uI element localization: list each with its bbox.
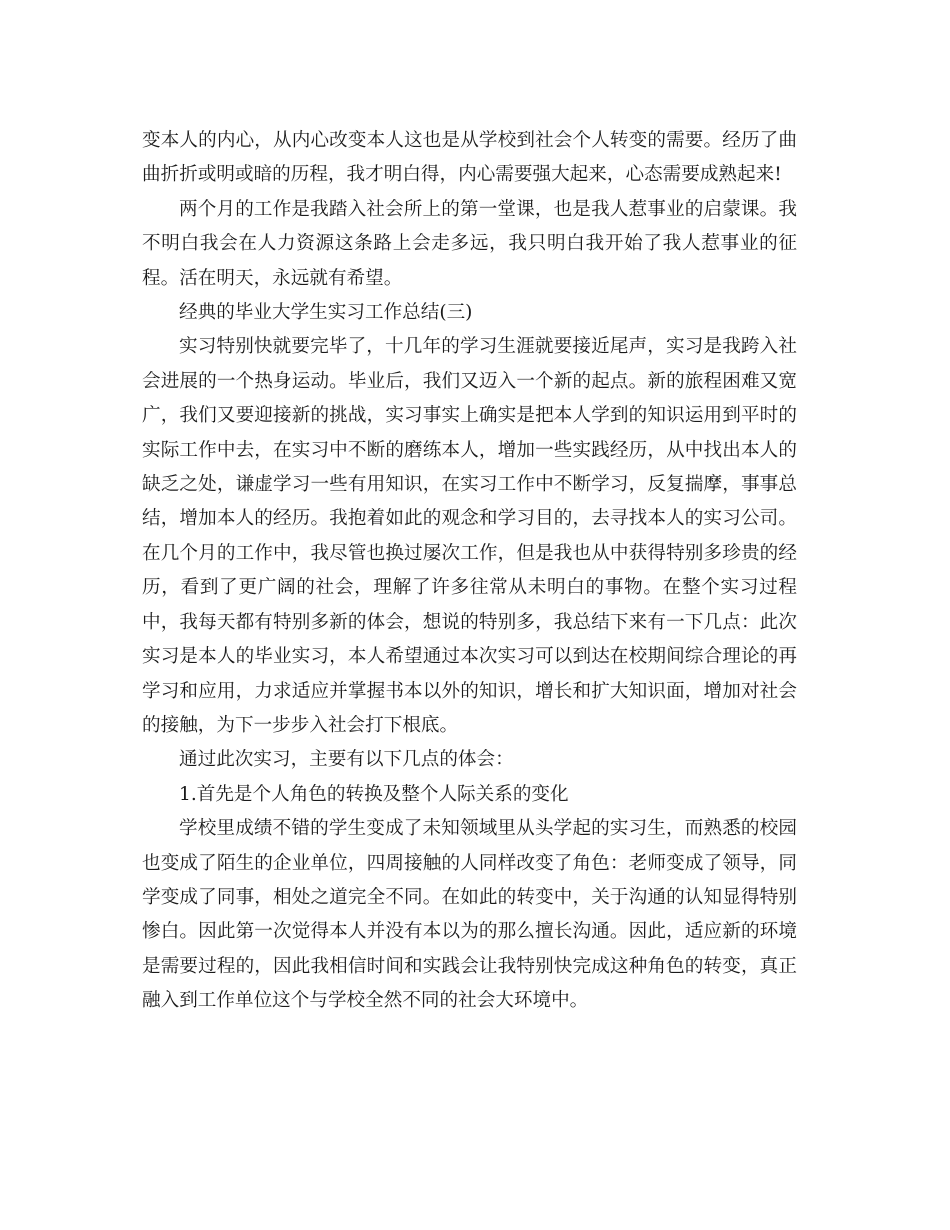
section-heading: 经典的毕业大学生实习工作总结(三) — [179, 302, 473, 324]
paragraph-first-job-lesson: 两个月的工作是我踏入社会所上的第一堂课，也是我人惹事业的启蒙课。我不明白我会在人力资源这条路上会走多远，我只明白我开始了我人惹事业的征程。活在明天，永远就有希望。 — [142, 198, 797, 289]
list-item-heading-1: 1.首先是个人角色的转换及整个人际关系的变化 — [179, 783, 569, 805]
paragraph-continuation: 变本人的内心，从内心改变本人这也是从学校到社会个人转变的需要。经历了曲曲折折或明或暗的历程，我才明白得，内心需要强大起来，心态需要成熟起来! — [142, 130, 797, 186]
paragraph-role-change: 学校里成绩不错的学生变成了未知领域里从头学起的实习生，而熟悉的校园也变成了陌生的企业单位，四周接触的人同样改变了角色：老师变成了领导，同学变成了同事，相处之道完全不同。在如此的转变中，关于沟通的认知显得特别惨白。因此第一次觉得本人并没有本以为的那么擅长沟通。因此，适应新的环境是需要过程的，因此我相信时间和实践会让我特别快完成这种角色的转变，真正融入到工作单位这个与学校全然不同的社会大环境中。 — [142, 818, 797, 1012]
paragraph-experience-intro: 通过此次实习，主要有以下几点的体会： — [179, 749, 514, 771]
paragraph-internship-overview: 实习特别快就要完毕了，十几年的学习生涯就要接近尾声，实习是我跨入社会进展的一个热身运动。毕业后，我们又迈入一个新的起点。新的旅程困难又宽广，我们又要迎接新的挑战，实习事实上确实是把本人学到的知识运用到平时的实际工作中去，在实习中不断的磨练本人，增加一些实践经历，从中找出本人的缺乏之处，谦虚学习一些有用知识，在实习工作中不断学习，反复揣摩，事事总结，增加本人的经历。我抱着如此的观念和学习目的，去寻找本人的实习公司。在几个月的工作中，我尽管也换过屡次工作，但是我也从中获得特别多珍贵的经历，看到了更广阔的社会，理解了许多往常从未明白的事物。在整个实习过程中，我每天都有特别多新的体会，想说的特别多，我总结下来有一下几点：此次实习是本人的毕业实习，本人希望通过本次实习可以到达在校期间综合理论的再学习和应用，力求适应并掌握书本以外的知识，增长和扩大知识面，增加对社会的接触，为下一步步入社会打下根底。 — [142, 336, 797, 736]
document-body — [142, 124, 797, 1019]
